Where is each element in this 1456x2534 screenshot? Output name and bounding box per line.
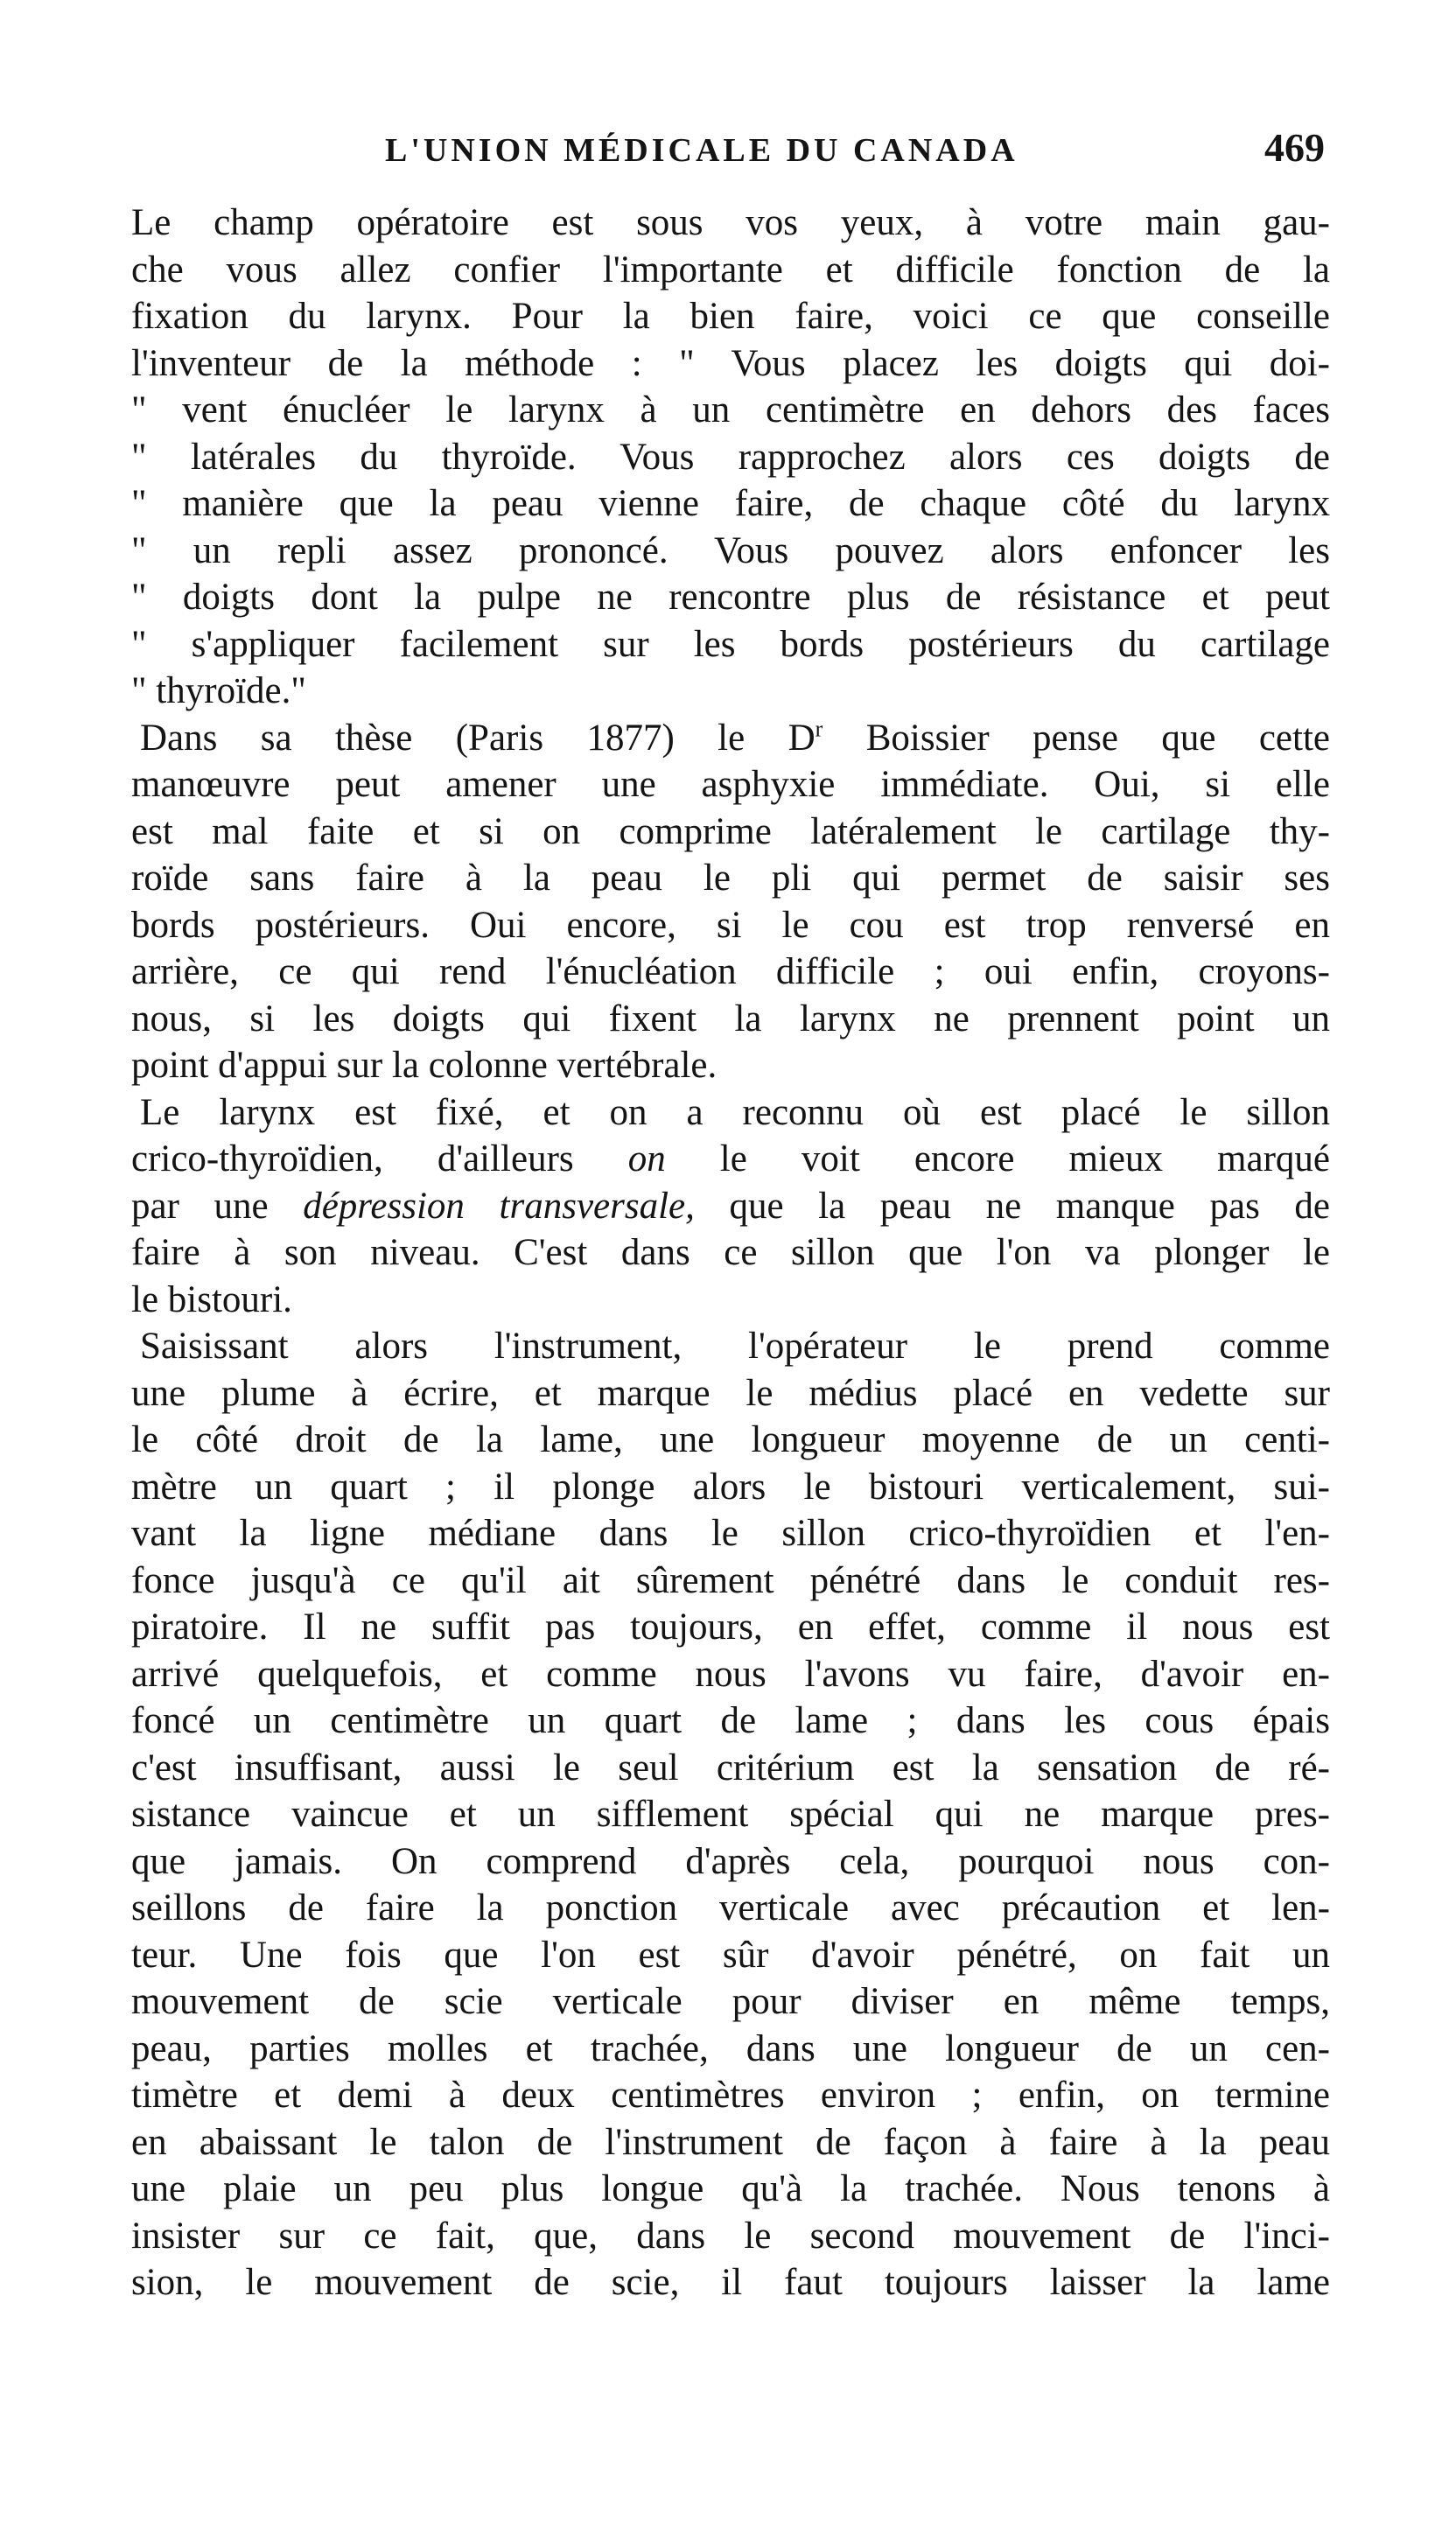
- text-line: fonce jusqu'à ce qu'il ait sûrement pénétré dans le conduit res-: [131, 1559, 1330, 1601]
- text-line: Le larynx est fixé, et on a reconnu où est placé le sillon: [140, 1091, 1330, 1133]
- text-line: c'est insuffisant, aussi le seul critérium est la sensation de ré-: [131, 1746, 1330, 1788]
- text-line: le côté droit de la lame, une longueur moyenne de un centi-: [131, 1419, 1330, 1460]
- text-line: teur. Une fois que l'on est sûr d'avoir pénétré, on fait un: [131, 1934, 1330, 1976]
- running-title: L'UNION MÉDICALE DU CANADA: [385, 132, 1018, 169]
- text-line: che vous allez confier l'importante et difficile fonction de la: [131, 248, 1330, 290]
- text-line: [131, 715, 1330, 762]
- text-line: Le champ opératoire est sous vos yeux, à votre main gau-: [131, 202, 1330, 243]
- text-line: " un repli assez prononcé. Vous pouvez alors enfoncer les: [131, 529, 1330, 571]
- text-line: manœuvre peut amener une asphyxie immédiate. Oui, si elle: [131, 764, 1330, 805]
- page-number: 469: [1264, 125, 1325, 170]
- text-line: une plume à écrire, et marque le médius placé en vedette sur: [131, 1372, 1330, 1414]
- superscript: r: [815, 716, 823, 742]
- text-line: point d'appui sur la colonne vertébrale.: [131, 1045, 718, 1086]
- text-line: timètre et demi à deux centimètres environ ; enfin, on termine: [131, 2075, 1330, 2116]
- text-line: insister sur ce fait, que, dans le second mouvement de l'inci-: [131, 2215, 1330, 2257]
- text-line: mètre un quart ; il plonge alors le bistouri verticalement, sui-: [131, 1466, 1330, 1508]
- text-line: faire à son niveau. C'est dans ce sillon que l'on va plonger le: [131, 1232, 1330, 1273]
- text-line: " thyroïde.": [131, 670, 306, 711]
- text-line: seillons de faire la ponction verticale avec précaution et len-: [131, 1887, 1330, 1928]
- text-line: nous, si les doigts qui fixent la larynx ne prennent point un: [131, 998, 1330, 1040]
- text-segment: Boissier pense que cette: [822, 717, 1330, 759]
- text-line: piratoire. Il ne suffit pas toujours, en effet, comme il nous est: [131, 1606, 1330, 1648]
- text-line: " manière que la peau vienne faire, de chaque côté du larynx: [131, 483, 1330, 524]
- text-line: roïde sans faire à la peau le pli qui permet de saisir ses: [131, 858, 1330, 899]
- text-line: sion, le mouvement de scie, il faut toujours laisser la lame: [131, 2262, 1330, 2303]
- text-segment: Dans sa thèse (Paris 1877) le D: [140, 717, 816, 759]
- text-line: bords postérieurs. Oui encore, si le cou est trop renversé en: [131, 904, 1330, 946]
- text-segment: le voit encore mieux marqué: [665, 1138, 1330, 1180]
- text-line: arrivé quelquefois, et comme nous l'avons vu faire, d'avoir en-: [131, 1653, 1330, 1695]
- text-line: le bistouri.: [131, 1278, 292, 1320]
- text-line: " latérales du thyroïde. Vous rapprochez alors ces doigts de: [131, 436, 1330, 478]
- text-line: foncé un centimètre un quart de lame ; dans les cous épais: [131, 1700, 1330, 1741]
- italic-text: dépression transversale,: [303, 1185, 695, 1227]
- text-line: [131, 1136, 1330, 1183]
- text-line: que jamais. On comprend d'après cela, pourquoi nous con-: [131, 1840, 1330, 1882]
- text-line: sistance vaincue et un sifflement spécial qui ne marque pres-: [131, 1794, 1330, 1835]
- text-line: Saisissant alors l'instrument, l'opérateur le prend comme: [140, 1326, 1330, 1367]
- text-line: " s'appliquer facilement sur les bords postérieurs du cartilage: [131, 623, 1330, 665]
- italic-text: on: [627, 1138, 666, 1180]
- text-segment: que la peau ne manque pas de: [694, 1185, 1330, 1227]
- text-line: fixation du larynx. Pour la bien faire, voici ce que conseille: [131, 296, 1330, 337]
- text-line: peau, parties molles et trachée, dans une longueur de un cen-: [131, 2027, 1330, 2069]
- text-segment: crico-thyroïdien, d'ailleurs: [131, 1138, 628, 1180]
- text-line: " doigts dont la pulpe ne rencontre plus de résistance et peut: [131, 577, 1330, 618]
- text-line: est mal faite et si on comprime latéralement le cartilage thy-: [131, 810, 1330, 852]
- text-line: une plaie un peu plus longue qu'à la trachée. Nous tenons à: [131, 2168, 1330, 2209]
- body-text: [131, 200, 1330, 2306]
- text-line: [131, 1183, 1330, 1230]
- text-line: arrière, ce qui rend l'énucléation difficile ; oui enfin, croyons-: [131, 951, 1330, 992]
- text-line: " vent énucléer le larynx à un centimètre en dehors des faces: [131, 389, 1330, 430]
- text-line: mouvement de scie verticale pour diviser en même temps,: [131, 1981, 1330, 2022]
- text-line: vant la ligne médiane dans le sillon crico-thyroïdien et l'en-: [131, 1513, 1330, 1554]
- text-segment: par une: [131, 1185, 304, 1227]
- text-line: en abaissant le talon de l'instrument de façon à faire à la peau: [131, 2121, 1330, 2163]
- text-line: l'inventeur de la méthode : " Vous placez les doigts qui doi-: [131, 342, 1330, 384]
